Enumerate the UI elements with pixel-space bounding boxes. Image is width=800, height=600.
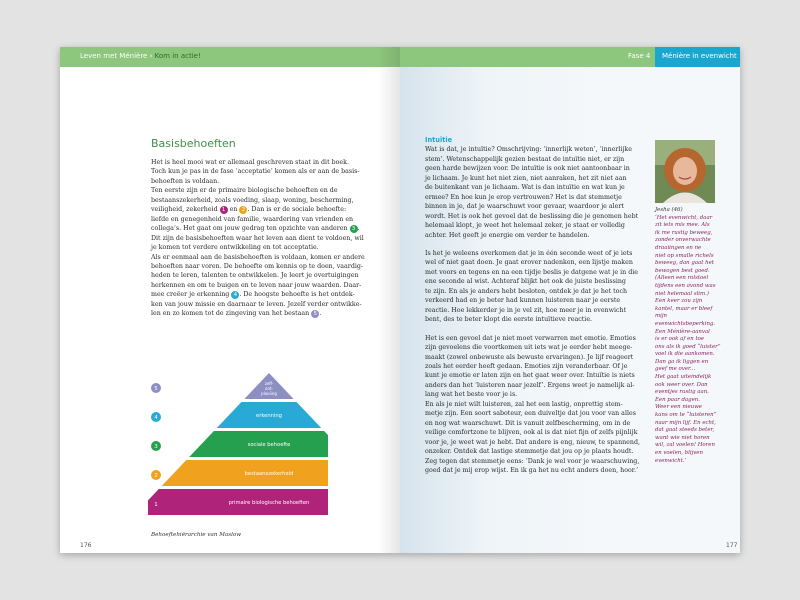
right-body-line: bent, des te beter klopt die eerste intuïtieve reactie. xyxy=(425,316,593,324)
maslow-pyramid xyxy=(148,369,328,534)
quote-author: Jesha (46) xyxy=(655,207,683,213)
right-body-line: de buitenkant van je lichaam. Wat is dan intuïtie en wat kun je xyxy=(425,184,625,192)
left-body-line: veiligheid, zekerheid 1 en 2 . Dan is er de sociale behoefte: xyxy=(151,206,347,214)
left-body-line: Toch kun je pas in de fase ‘acceptatie’ komen als er aan de basis- xyxy=(151,168,360,176)
pyramid-label: ont- xyxy=(265,386,273,391)
left-body-line: liefde en genegenheid van familie, waardering van vrienden en xyxy=(151,215,354,223)
left-body-line: behoeften naar voren. De behoefte om kennis op te doen, vaardig- xyxy=(151,262,364,270)
quote-line: dat gaat steeds beter, xyxy=(655,427,715,434)
right-body-line: achter. Het geeft je energie om verder te handelen. xyxy=(425,231,590,239)
right-body-line: zoals het eerder heeft gedaan. Emoties zijn veranderbaar. Of je xyxy=(425,362,628,370)
portrait-photo xyxy=(655,140,715,203)
level-badge-5: 5 xyxy=(311,310,319,318)
right-body-line: kunt je emotie er laten zijn en het gaat weer over. Intuïtie is niets xyxy=(425,372,635,380)
left-body-line: bestaanszekerheid, zoals voeding, slaap, woning, bescherming, xyxy=(151,196,354,204)
right-body-line: veilige comfortzone te blijven, ook al is dat niet fijn of zelfs pijnlijk xyxy=(425,429,638,437)
right-body-line: metje zijn. Een soort saboteur, een duiveltje dat jou voor van alles xyxy=(425,410,636,418)
level-badge-3: 3 xyxy=(350,225,358,233)
quote-line: tijdens een avond was xyxy=(655,282,716,289)
quote-line: Weer een nieuwe xyxy=(655,404,702,411)
right-body-line: goed dat je mij erop wijst. En ik ga het nu echt anders doen, hoor.’ xyxy=(425,466,639,474)
level-badge-1: 1 xyxy=(220,206,228,214)
quote-line: want wie niet horen xyxy=(655,434,710,441)
right-body-line: Zeg tegen dat stemmetje eens: ‘Dank je wel voor je waarschuwing, xyxy=(425,457,640,465)
quote-line: naar mijn lijf. En echt, xyxy=(655,419,716,426)
level-badge-4: 4 xyxy=(231,291,239,299)
left-body-line: Als er eenmaal aan de basisbehoeften is voldaan, komen er andere xyxy=(151,253,365,261)
running-head-chapter: Kom in actie! xyxy=(154,52,201,60)
quote-line: ook weer over. Dan xyxy=(655,381,708,388)
left-body-line: len en zo komen tot de zingeving van het bestaan 5 . xyxy=(151,310,322,318)
pyramid-caption: Behoeftehiërarchie van Maslow xyxy=(151,532,242,538)
running-head-book: Leven met Ménière xyxy=(80,52,148,60)
quote-line: is er ook af en toe xyxy=(655,336,705,343)
right-body-line: Wat is dat, je intuïtie? Omschrijving: ‘innerlijk weten’, ‘innerlijke xyxy=(425,146,632,154)
page-number-right: 177 xyxy=(726,542,738,549)
left-body-line: heden te leren, talenten te ontwikkelen. Je leert je overtuigingen xyxy=(151,272,359,280)
left-body-line: behoeften is voldaan. xyxy=(151,177,220,185)
quote-line: wil, zal voelen! Horen xyxy=(655,442,715,449)
quote-line: kantel, maar er bleef xyxy=(655,305,713,312)
page-number-left: 176 xyxy=(80,542,92,549)
right-body-line: stem’. Wetenschappelijk gezien bestaat de intuïtie niet, er zijn xyxy=(425,155,625,163)
left-body-line: mee creëer je erkenning 4 . De hoogste behoefte is het ontdek- xyxy=(151,291,355,299)
quote-line: evenwicht.’ xyxy=(655,457,687,464)
portrait-image xyxy=(655,140,715,203)
quote-line: en voelen, blijven xyxy=(655,450,703,456)
right-body-line: te zijn. En als je anders hebt besloten, ontdek je dat je het toch xyxy=(425,287,628,295)
section-heading: Basisbehoeften xyxy=(151,137,236,150)
quote-sidebar xyxy=(655,207,721,465)
level-badge-2: 2 xyxy=(239,206,247,214)
right-body-text xyxy=(425,136,647,475)
right-body-line: ene seconde al wist. Achteraf blijkt het ook de juiste beslissing xyxy=(425,278,626,286)
quote-line: geef me over... xyxy=(655,366,696,373)
quote-line: zonder onverwachte xyxy=(655,237,711,244)
quote-line: Een keer zou zijn xyxy=(655,298,703,305)
book-spread xyxy=(60,47,740,553)
quote-line: ik me rustig beweeg, xyxy=(655,229,713,236)
right-body-line: ermee? En hoe kun je erop vertrouwen? Het is dat stemmetje xyxy=(425,193,622,201)
right-page xyxy=(400,47,740,553)
right-body-line: wel of niet gaat doen. Je gaat erover nadenken, een lijstje maken xyxy=(425,259,633,267)
left-body-line: herkennen en om te buigen en te leven naar jouw waarden. Daar- xyxy=(151,281,362,289)
left-body-line: collega’s. Het gaat om jouw gedrag ten opzichte van anderen 3 . xyxy=(151,225,360,233)
quote-line: beweeg, dan gaat het xyxy=(655,260,714,267)
quote-line: niet op smalle richels xyxy=(655,252,714,259)
quote-line: voel ik die aankomen. xyxy=(655,351,715,358)
right-body-line: anders dan het ‘luisteren naar jezelf’. Ergens weet je namelijk al- xyxy=(425,381,635,389)
pyramid-number-text: 3 xyxy=(154,444,158,450)
running-head-left xyxy=(80,52,201,60)
running-head-separator: › xyxy=(149,52,153,60)
quote-line: Een paar dagen. xyxy=(655,396,700,403)
right-body-line: zijn gevoelens die voortkomen uit iets wat je eerder hebt meege- xyxy=(425,344,633,352)
pyramid-label: bestaanszekerheid xyxy=(244,471,294,477)
pyramid-label: zelf- xyxy=(264,381,274,386)
quote-line: zit iets mis mee. Als xyxy=(655,222,710,229)
right-body-line: helemaal klopt, je weet het helemaal zeker, je staat er volledig xyxy=(425,222,625,230)
pyramid-label: erkenning xyxy=(256,413,282,419)
right-body-line: reactie. Hoe lekkerder je in je vel zit, hoe meer je in evenwicht xyxy=(425,306,627,314)
subheading-intuitie: Intuïtie xyxy=(425,136,453,144)
quote-line: Het gaat uiteindelijk xyxy=(655,374,712,381)
right-body-line: lang wat het beste voor je is. xyxy=(425,391,518,399)
pyramid-label: sociale behoefte xyxy=(247,442,291,448)
right-body-line: En als je niet wilt luisteren, zal het een lastig, onprettig stem- xyxy=(425,400,623,408)
quote-line: bewogen best goed. xyxy=(655,267,710,274)
book-gutter-shadow xyxy=(378,47,400,553)
left-body-line: je komen tot verdere ontwikkeling en tot acceptatie. xyxy=(151,244,319,252)
right-body-line: binnen in je, dat je waarschuwt voor gevaar, waardoor je alert xyxy=(425,203,624,211)
pyramid-label: plooiing xyxy=(261,391,277,396)
quote-line: ons als ik goed “luister” xyxy=(655,343,721,350)
quote-line: Een Ménière-aanval xyxy=(655,328,710,335)
pyramid-number-text: 4 xyxy=(154,415,158,421)
left-body-line: ken van jouw missie en daarnaar te leven. Jezelf verder ontwikke- xyxy=(151,300,362,308)
running-head-bar-right xyxy=(400,47,655,67)
left-body-text xyxy=(151,158,376,319)
right-body-line: met voors en tegens en na een tijdje beslis je datgene wat je in die xyxy=(425,268,638,276)
right-body-line: en nog wat waarschuwt. Dit is vanuit zelfbescherming, om in de xyxy=(425,419,631,427)
quote-line: draaiingen en ne xyxy=(655,244,702,251)
quote-line: (Alleen een rolstoel xyxy=(655,275,709,282)
running-head-chapter-right: Ménière in evenwicht xyxy=(662,52,737,60)
right-body-line: wordt. Het is ook het gevoel dat de beslissing die je genomen hebt xyxy=(425,212,639,220)
left-page xyxy=(60,47,400,553)
left-body-line: Dit zijn de basisbehoeften waar het leven aan dient te voldoen, wil xyxy=(151,234,364,242)
quote-line: eventjes rustig aan. xyxy=(655,389,709,396)
right-body-line: verkeerd had en je beter had kunnen luisteren naar je eerste xyxy=(425,297,621,305)
pyramid-label: primaire biologische behoeften xyxy=(228,500,310,506)
right-body-line: geen harde bewijzen voor. De intuïtie is ook niet aantoonbaar in xyxy=(425,165,630,173)
quote-line: mijn evenwichtsbeperking. xyxy=(655,313,716,327)
quote-line: kans om te “luisteren” xyxy=(655,412,717,419)
right-body-line: je lichaam. Je kunt het niet zien, niet aanraken, het zit niet aan xyxy=(425,174,627,182)
right-body-line: onzeker. Ontdek dat lastige stemmetje dat jou op je plaats houdt. xyxy=(425,448,634,456)
left-body-line: Ten eerste zijn er de primaire biologische behoeften en de xyxy=(151,187,338,195)
pyramid-number-text: 2 xyxy=(154,473,158,479)
running-head-phase: Fase 4 xyxy=(628,52,651,60)
right-body-line: Is het je weleens overkomen dat je in één seconde weet of je iets xyxy=(425,249,633,257)
right-body-line: voor je, je weet wat je hebt. Dat andere is eng, nieuw, te spannend, xyxy=(425,438,640,446)
pyramid-number-text: 5 xyxy=(154,386,158,392)
right-body-line: maakt (zowel onbewuste als bewuste ervaringen). Je lijf reageert xyxy=(425,353,634,361)
pyramid-number-text: 1 xyxy=(154,502,158,508)
left-body-line: Het is heel mooi wat er allemaal geschreven staat in dit boek. xyxy=(151,159,349,166)
right-body-line: Het is een gevoel dat je niet moet verwarren met emotie. Emoties xyxy=(425,334,636,342)
quote-line: Dan ga ik liggen en xyxy=(655,358,709,365)
quote-line: ‘Het evenwicht, daar xyxy=(655,214,713,221)
quote-line: niet helemaal slim.) xyxy=(655,290,709,297)
